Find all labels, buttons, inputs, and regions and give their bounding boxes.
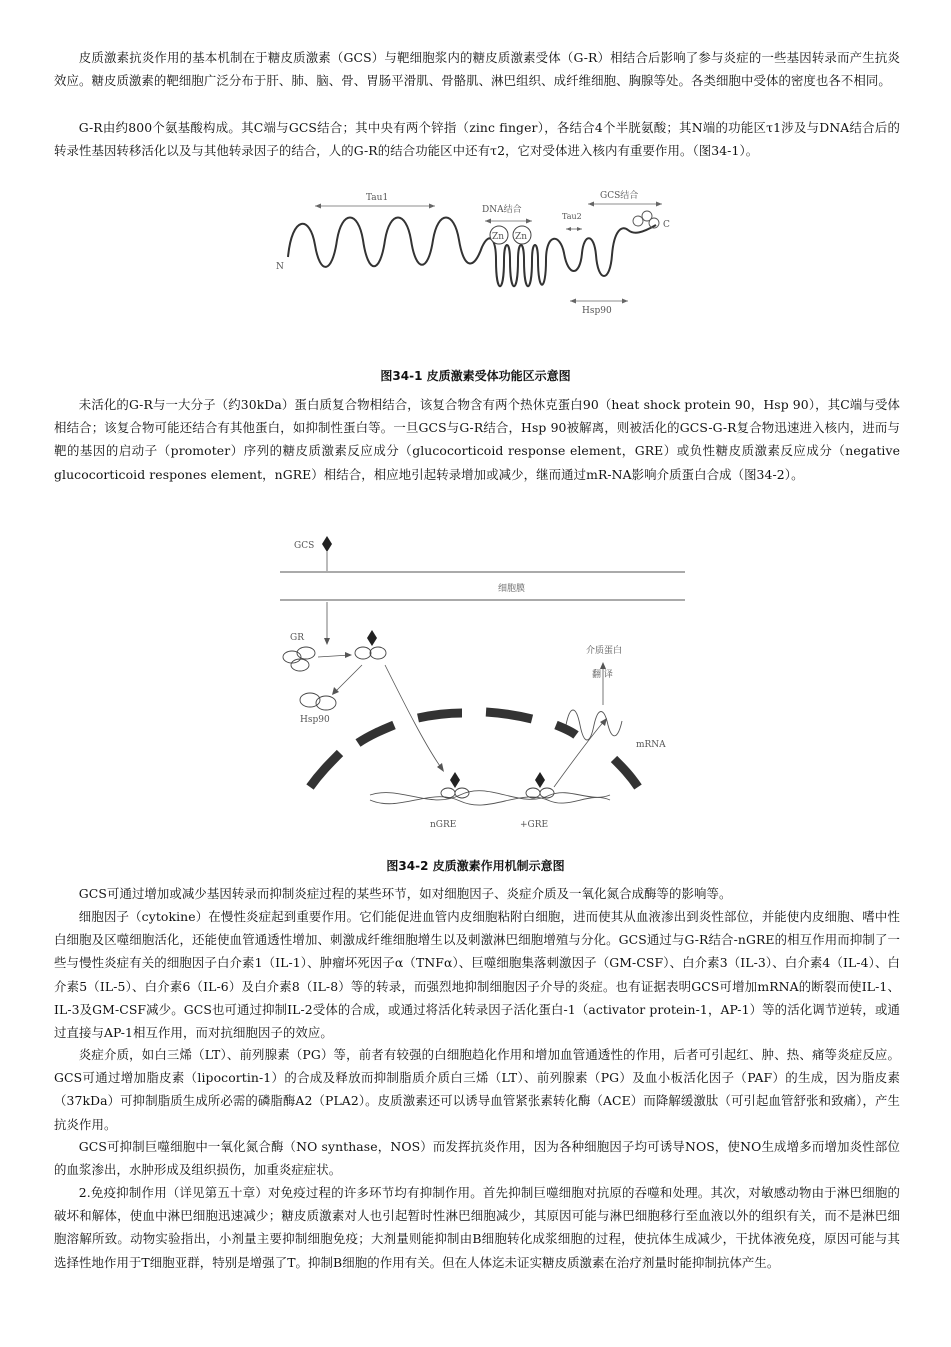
dna-binding-label: DNA结合 — [482, 205, 522, 215]
dna-strand-2 — [370, 797, 610, 805]
arrow-head — [622, 299, 628, 304]
hsp90-icon — [300, 693, 336, 710]
paragraph-1: 皮质激素抗炎作用的基本机制在于糖皮质激素（GCS）与靶细胞浆内的糖皮质激素受体（G-R）相结合后影响了参与炎症的一些基因转录而产生抗炎效应。糖皮质激素的靶细胞广泛分布于肝、肺、脑、骨、胃肠平滑肌、骨骼肌、淋巴组织、成纤维细胞、胸腺等处。各类细胞中受体的密度也各不相同。 — [54, 50, 900, 89]
mechanism-figure — [270, 525, 690, 835]
gcs-molecule-icon — [322, 536, 332, 552]
membrane-label: 细胞膜 — [498, 584, 526, 594]
paragraph-7: GCS可抑制巨噬细胞中一氧化氮合酶（NO synthase，NOS）而发挥抗炎作用，因为各种细胞因子均可诱导NOS，使NO生成增多而增加炎性部位的血浆渗出，水肿形成及组织损伤，加重炎症症状。 — [54, 1139, 900, 1178]
gre-label: +GRE — [520, 820, 549, 830]
paragraph-2: G-R由约800个氨基酸构成。其C端与GCS结合；其中央有两个锌指（zinc finger），各结合4个半胱氨酸；其N端的功能区τ1涉及与DNA结合后的转录性基因转移活化以及与其他转录因子的结合，人的G-R的结合功能区中还有τ2，它对受体进入核内有重要作用。（图34-1）。 — [54, 120, 900, 159]
figure-1-caption: 图34-1 皮质激素受体功能区示意图 — [380, 369, 571, 383]
paragraph-6: 炎症介质，如白三烯（LT）、前列腺素（PG）等，前者有较强的白细胞趋化作用和增加血管通透性的作用，后者可引起红、肿、热、痛等炎症反应。GCS可通过增加脂皮素（lipocortin-1）的合成及释放而抑制脂质介质白三烯（LT）、前列腺素（PG）及血小板活化因子（PAF）的生成，因为脂皮素（37kDa）可抑制脂质生成所必需的磷脂酶A2（PLA2）。皮质激素还可以诱导血管紧张素转化酶（ACE）而降解缓激肽（可引起血管舒张和致痛），产生抗炎作用。 — [54, 1047, 900, 1132]
paragraph-8: 2.免疫抑制作用（详见第五十章）对免疫过程的许多环节均有抑制作用。首先抑制巨噬细胞对抗原的吞噬和处理。其次，对敏感动物由于淋巴细胞的破坏和解体，使血中淋巴细胞迅速减少；糖皮质激素对人也引起暂时性淋巴细胞减少，其原因可能与淋巴细胞移行至血液以外的组织有关，而不是淋巴细胞溶解所致。动物实验指出，小剂量主要抑制细胞免疫；大剂量则能抑制由B细胞转化成浆细胞的过程，使抗体生成减少，干扰体液免疫，原因可能与其选择性地作用于T细胞亚群，特别是增强了T。抑制B细胞的作用有关。但在人体迄未证实糖皮质激素在治疗剂量时能抑制抗体产生。 — [54, 1185, 900, 1270]
arrow-head — [315, 204, 321, 209]
receptor-domain-figure — [270, 185, 690, 320]
ngre-label: nGRE — [430, 820, 457, 830]
arrow-head — [656, 202, 662, 207]
paragraph-4: GCS可通过增加或减少基因转录而抑制炎症过程的某些环节，如对细胞因子、炎症介质及一氧化氮合成酶等的影响等。 — [78, 886, 732, 901]
mediator-protein-label: 介质蛋白 — [586, 646, 623, 656]
arrow-head — [437, 763, 444, 772]
gcs-binding-label: GCS结合 — [600, 191, 639, 201]
gr-label: GR — [290, 633, 304, 643]
receptor-chain — [288, 218, 656, 287]
arrow-head — [324, 638, 330, 645]
nuclear-envelope — [310, 712, 638, 787]
arrow-head — [526, 219, 532, 224]
figure-2-caption: 图34-2 皮质激素作用机制示意图 — [386, 859, 565, 873]
c-terminus-label: C — [663, 220, 670, 230]
tau1-label: Tau1 — [366, 193, 389, 203]
arrow-head — [332, 687, 339, 695]
arrow-head — [566, 227, 571, 231]
hsp90-label: Hsp90 — [582, 306, 612, 316]
paragraph-3: 未活化的G-R与一大分子（约30kDa）蛋白质复合物相结合，该复合物含有两个热休克蛋白90（heat shock protein 90，Hsp 90），其C端与受体相结合；该复合物可能还结合有其他蛋白，如抑制性蛋白等。一旦GCS与G-R结合，Hsp 90被解离，则被活化的GCS-G-R复合物迅速进入核内，进而与靶的基因的启动子（promoter）序列的糖皮质激素反应成分（glucocorticoid response element，GRE）或负性糖皮质激素反应成分（negative glucocorticoid respones element，nGRE）相结合，相应地引起转录增加或减少，继而通过mR-NA影响介质蛋白合成（图34-2）。 — [54, 397, 900, 482]
activated-gr-icon — [355, 647, 386, 659]
gcs-on-gre-icon — [535, 772, 545, 788]
n-terminus-label: N — [276, 262, 284, 272]
gr-complex-icon — [283, 647, 315, 671]
arrow-head — [345, 652, 352, 658]
zn-label-1: Zn — [492, 232, 505, 242]
gcs-on-ngre-icon — [450, 772, 460, 788]
gcs-label: GCS — [294, 541, 315, 551]
arrow-head — [485, 219, 491, 224]
dna-strand-1 — [370, 791, 610, 800]
arrow-head — [429, 204, 435, 209]
bound-gcs-icon — [367, 630, 377, 646]
paragraph-5: 细胞因子（cytokine）在慢性炎症起到重要作用。它们能促进血管内皮细胞粘附白细胞，进而使其从血液渗出到炎性部位，并能使内皮细胞、嗜中性白细胞及区噬细胞活化，还能使血管通透性增加、刺激成纤维细胞增生以及刺激淋巴细胞增殖与分化。GCS通过与G-R结合-nGRE的相互作用而抑制了一些与慢性炎症有关的细胞因子白介素1（IL-1）、肿瘤坏死因子α（TNFα）、巨噬细胞集落刺激因子（GM-CSF）、白介素3（IL-3）、白介素4（IL-4）、白介素5（IL-5）、白介素6（IL-6）及白介素8（IL-8）等的转录，而强烈地抑制细胞因子介导的炎症。也有证据表明GCS可增加mRNA的断裂而使IL-1、IL-3及GM-CSF减少。GCS也可通过抑制IL-2受体的合成，或通过将活化转录因子活化蛋白-1（activator protein-1，AP-1）等的活化调节逆转，或通过直接与AP-1相互作用，而对抗细胞因子的效应。 — [54, 909, 900, 1041]
gr-on-gre-icon — [526, 788, 554, 798]
arrow-head — [577, 227, 582, 231]
hsp90-label: Hsp90 — [300, 715, 330, 725]
mrna-label: mRNA — [636, 740, 666, 750]
arrow-head — [588, 202, 594, 207]
arrow-head — [570, 299, 576, 304]
zn-label-2: Zn — [515, 232, 528, 242]
arrow-head — [600, 662, 606, 669]
hsp-release-arrow — [334, 665, 362, 693]
tau2-label: Tau2 — [562, 212, 582, 221]
translation-label: 翻 译 — [592, 670, 613, 680]
